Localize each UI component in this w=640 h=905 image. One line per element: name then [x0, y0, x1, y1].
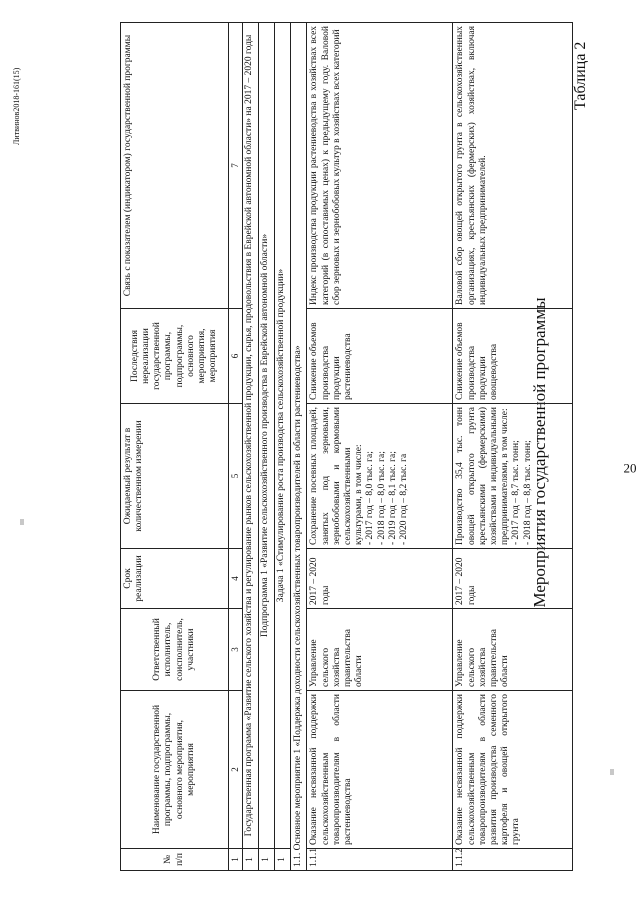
- row-period: 2017 – 2020 годы: [307, 549, 453, 609]
- header-cell-name: Наименование государственной программы, подпрограммы, основного мероприятия, мероприятия: [121, 691, 229, 849]
- subprogram-row: [258, 23, 274, 871]
- row-marker-cell: 1: [275, 849, 291, 871]
- column-number: 7: [229, 23, 243, 309]
- footer-code: Литвинов2018-161(15): [12, 67, 21, 145]
- row-consequence: Снижение объемов производства продукции овощеводства: [453, 309, 573, 404]
- column-number: 2: [229, 691, 243, 849]
- program-row: [242, 23, 258, 871]
- row-name: Оказание несвязанной поддержки сельскохозяйственным товаропроизводителям в области растениеводства: [307, 691, 453, 849]
- result-intro: Производство 35,4 тыс. тонн овощей открытого грунта крестьянскими (фермерскими) хозяйствами и индивидуальными предпринимателями, в том числе:: [455, 407, 511, 545]
- column-number-row: [229, 23, 243, 871]
- table-label: Таблица 2: [572, 41, 589, 110]
- table-row: [453, 23, 573, 871]
- header-row: [121, 23, 229, 871]
- row-executor: Управление сельского хозяйства правительства области: [453, 609, 573, 691]
- header-cell-result: Ожидаемый результат в количественном измерении: [121, 404, 229, 549]
- subprogram-title: Подпрограмма 1 «Развитие сельскохозяйственного производства в Еврейской автономной области»: [258, 23, 274, 849]
- column-number: 1: [229, 849, 243, 871]
- row-marker-cell: 1: [242, 849, 258, 871]
- result-item: - 2019 год – 8,1 тыс. га;: [387, 451, 398, 545]
- column-number: 4: [229, 549, 243, 609]
- column-number: 5: [229, 404, 243, 549]
- header-cell-period: Срок реализации: [121, 549, 229, 609]
- task-row: [275, 23, 291, 871]
- header-cell-num: № п/п: [121, 849, 229, 871]
- result-item: - 2020 год – 8,2 тыс. га: [399, 453, 410, 545]
- result-intro: Сохранение посевных площадей, занятых под зерновыми, зернобобовыми и кормовыми сельскохозяйственными культурами, в том числе:: [309, 407, 365, 545]
- result-item: - 2018 год – 8,0 тыс. га;: [376, 451, 387, 545]
- header-cell-executor: Ответственный исполнитель, соисполнитель, участники: [121, 609, 229, 691]
- row-period: 2017 – 2020 годы: [453, 549, 573, 609]
- header-cell-link: Связь с показателем (индикатором) государственной программы: [121, 23, 229, 309]
- page-number: 20: [623, 460, 637, 476]
- row-name: Оказание несвязанной поддержки сельскохозяйственным товаропроизводителям в области развития производства семенного картофеля и овощей открытого грунта: [453, 691, 573, 849]
- row-result: [307, 404, 453, 549]
- row-marker-cell: 1: [258, 849, 274, 871]
- result-item: - 2018 год – 8,8 тыс. тонн;: [522, 440, 533, 545]
- result-item: - 2017 год – 8,0 тыс. га;: [365, 451, 376, 545]
- scan-speck: [610, 769, 614, 775]
- column-number: 3: [229, 609, 243, 691]
- row-consequence: Снижение объемов производства продукции растениеводства: [307, 309, 453, 404]
- table-row: [307, 23, 453, 871]
- events-table: [120, 22, 573, 871]
- page-title: Мероприятия государственной программы: [530, 297, 549, 608]
- program-title: Государственная программа «Развитие сельского хозяйства и регулирование рынков сельскохозяйственной продукции, сырья, продовольствия в Еврейской автономной области» на 2017 – 2020 годы: [242, 23, 258, 849]
- row-link: Индекс производства продукции растениеводства в хозяйствах всех категорий (в сопоставимых ценах) к предыдущему году. Валовой сбор зерновых и зернобобовых культур в хозяйствах всех категорий: [307, 23, 453, 309]
- main-event-title: 1.1. Основное мероприятие 1 «Поддержка доходности сельскохозяйственных товаропроизводителей в области растениеводства»: [291, 23, 307, 871]
- task-title: Задача 1 «Стимулирование роста производства сельскохозяйственной продукции»: [275, 23, 291, 849]
- result-item: - 2017 год – 8,7 тыс. тонн;: [511, 440, 522, 545]
- scan-speck: [20, 519, 24, 525]
- row-result: [453, 404, 573, 549]
- header-cell-consequence: Последствия нереализации государственной программы, подпрограммы, основного мероприятия, мероприятия: [121, 309, 229, 404]
- row-executor: Управление сельского хозяйства правительства области: [307, 609, 453, 691]
- row-number: 1.1.1: [307, 849, 453, 871]
- row-number: 1.1.2: [453, 849, 573, 871]
- row-link: Валовой сбор овощей открытого грунта в сельскохозяйственных организациях, крестьянских (фермерских) хозяйствах, включая индивидуальных предпринимателей.: [453, 23, 573, 309]
- column-number: 6: [229, 309, 243, 404]
- main-event-row: [291, 23, 307, 871]
